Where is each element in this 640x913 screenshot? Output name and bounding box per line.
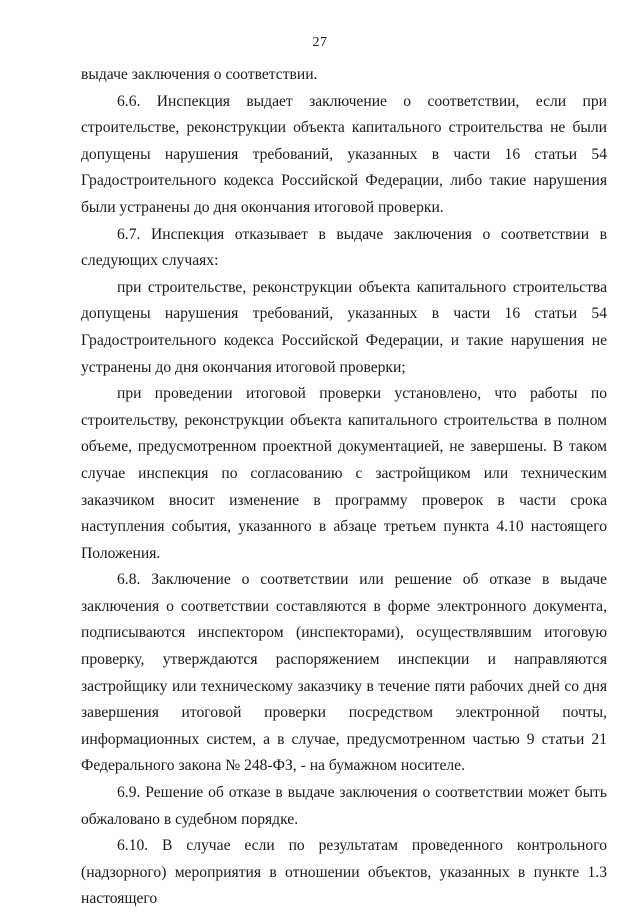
paragraph-6-10: 6.10. В случае если по результатам проведенного контрольного (надзорного) мероприятия в отношении объектов, указанных в пункте 1.3 настоящего xyxy=(81,837,607,908)
paragraph-6-7-case-2: при проведении итоговой проверки установлено, что работы по строительству, реконструкции объекта капитального строительства в полном объеме, предусмотренном проектной документацией, не завершены. В таком случае инспекция по согласованию с застройщиком или техническим заказчиком вносит изменение в программу проверок в части срока наступления события, указанного в абзаце третьем пункта 4.10 настоящего Положения. xyxy=(81,385,607,562)
paragraph-6-9: 6.9. Решение об отказе в выдаче заключения о соответствии может быть обжаловано в судебном порядке. xyxy=(81,784,607,828)
page-number: 27 xyxy=(312,35,328,50)
paragraph-continuation: выдаче заключения о соответствии. xyxy=(81,66,318,83)
paragraph-6-8: 6.8. Заключение о соответствии или решение об отказе в выдаче заключения о соответствии составляются в форме электронного документа, подписываются инспектором (инспекторами), осуществлявшим итоговую проверку, утверждаются распоряжением инспекции и направляются застройщику или техническому заказчику в течение пяти рабочих дней со дня завершения итоговой проверки посредством электронной почты, информационных систем, а в случае, предусмотренном частью 9 статьи 21 Федерального закона № 248-ФЗ, - на бумажном носителе. xyxy=(81,571,607,775)
paragraph-6-6: 6.6. Инспекция выдает заключение о соответствии, если при строительстве, реконструкции объекта капитального строительства не были допущены нарушения требований, указанных в части 16 статьи 54 Градостроительного кодекса Российской Федерации, либо такие нарушения были устранены до дня окончания итоговой проверки. xyxy=(81,92,607,216)
paragraph-6-7: 6.7. Инспекция отказывает в выдаче заключения о соответствии в следующих случаях: xyxy=(81,225,607,270)
paragraph-6-7-case-1: при строительстве, реконструкции объекта капитального строительства допущены нарушения требований, указанных в части 16 статьи 54 Градостроительного кодекса Российской Федерации, и такие нарушения не устранены до дня окончания итоговой проверки; xyxy=(81,278,607,376)
document-body xyxy=(81,62,607,913)
